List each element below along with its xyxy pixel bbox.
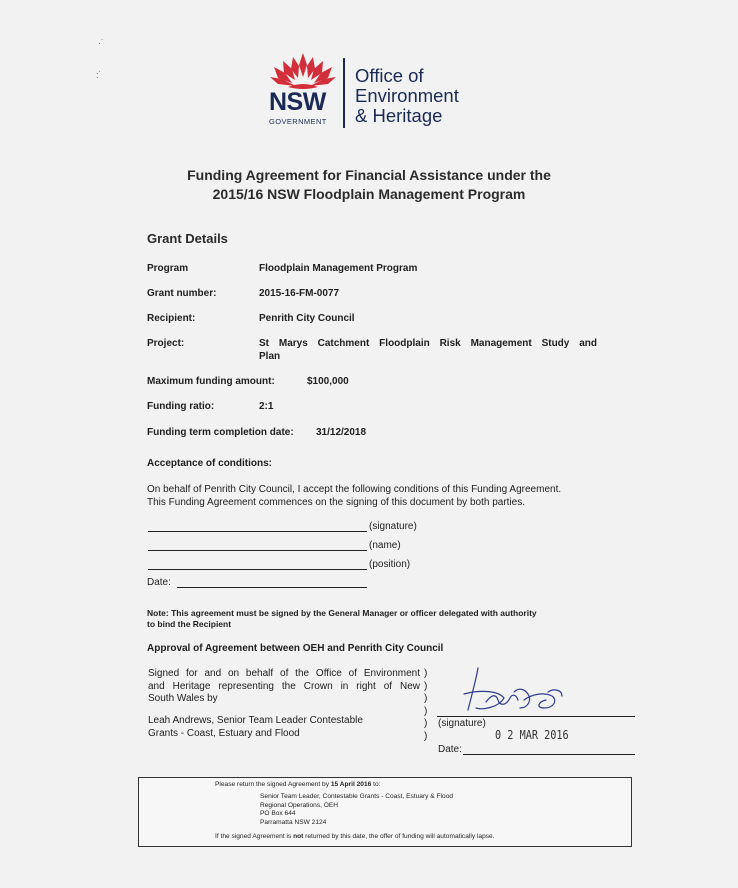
return-deadline-date: 15 April 2016: [330, 781, 372, 788]
oeh-signature-line[interactable]: [437, 716, 635, 717]
grant-details-heading: Grant Details: [147, 231, 228, 246]
return-address-line: Senior Team Leader, Contestable Grants - Coast, Estuary & Flood: [260, 793, 454, 800]
max-funding-value: $100,000: [307, 376, 349, 387]
approval-heading: Approval of Agreement between OEH and Penrith City Council: [147, 643, 444, 654]
max-funding-label: Maximum funding amount:: [147, 376, 275, 387]
lapse-warning-prefix: If the signed Agreement is: [215, 833, 294, 840]
recipient-date-label: Date:: [147, 577, 171, 588]
acceptance-heading: Acceptance of conditions:: [147, 458, 273, 469]
oeh-date-label: Date:: [438, 744, 462, 755]
recipient-name-label: (name): [369, 540, 401, 551]
recipient-signature-label: (signature): [369, 521, 417, 532]
lapse-warning: [215, 833, 495, 842]
government-wordmark: GOVERNMENT: [269, 117, 327, 126]
signatory-name: [148, 715, 363, 740]
funding-ratio-label: Funding ratio:: [147, 401, 215, 412]
oeh-date-line[interactable]: [463, 754, 635, 755]
grant-number-value: 2015-16-FM-0077: [259, 288, 340, 299]
document-title-line2: 2015/16 NSW Floodplain Management Program: [212, 186, 526, 202]
project-value-line2: Plan: [259, 351, 281, 362]
agency-name-line: & Heritage: [355, 105, 443, 126]
funding-ratio-value: 2:1: [259, 401, 274, 412]
return-instructions-box: [138, 777, 632, 847]
agency-name: [355, 66, 459, 126]
agency-name-line: Office of: [355, 65, 424, 86]
approval-statement: [148, 668, 420, 706]
acceptance-text-line1: On behalf of Penrith City Council, I accept the following conditions of this Funding Agreement.: [147, 484, 562, 495]
oeh-signature-label: (signature): [438, 718, 486, 729]
signatory-line: Leah Andrews, Senior Team Leader Contestable: [148, 715, 363, 726]
approval-statement-line: South Wales by: [148, 693, 218, 704]
grant-number-label: Grant number:: [147, 288, 217, 299]
date-received-stamp: 0 2 MAR 2016: [495, 728, 569, 742]
document-title-line1: Funding Agreement for Financial Assistance under the: [187, 167, 551, 183]
acceptance-text-line2: This Funding Agreement commences on the signing of this document by both parties.: [147, 497, 525, 508]
return-address: [260, 793, 453, 827]
handwritten-signature-icon: [458, 664, 568, 723]
scan-speck: ·˙: [98, 38, 104, 48]
scan-speck: :˙: [96, 70, 102, 80]
recipient-position-line[interactable]: [148, 569, 367, 570]
return-address-line: PO Box 644: [260, 810, 296, 818]
signing-note: [147, 608, 537, 630]
recipient-name-line[interactable]: [148, 550, 367, 551]
program-label: Program: [147, 263, 189, 274]
signing-note-line: Note: This agreement must be signed by the General Manager or officer delegated with authority: [147, 608, 537, 618]
bracket-column: ) ) ) ) ) ): [424, 668, 428, 742]
return-address-line: Parramatta NSW 2124: [260, 818, 327, 826]
return-deadline-suffix: to:: [371, 781, 381, 788]
project-label: Project:: [147, 338, 185, 349]
return-deadline-text: [215, 781, 380, 790]
completion-date-label: Funding term completion date:: [147, 427, 294, 438]
program-value: Floodplain Management Program: [259, 263, 418, 274]
recipient-position-label: (position): [369, 559, 411, 570]
approval-statement-line: and Heritage representing the Crown in right of New: [148, 680, 420, 692]
project-value-line1: St Marys Catchment Floodplain Risk Management Study and: [259, 338, 597, 349]
completion-date-value: 31/12/2018: [316, 427, 367, 438]
agency-name-line: Environment: [355, 85, 459, 106]
signatory-line: Grants - Coast, Estuary and Flood: [148, 727, 300, 739]
recipient-date-line[interactable]: [177, 587, 367, 588]
return-address-line: Regional Operations, OEH: [260, 801, 339, 809]
logo-divider: [343, 58, 345, 128]
recipient-value: Penrith City Council: [259, 313, 355, 324]
signing-note-line: to bind the Recipient: [147, 619, 232, 629]
approval-statement-line: Signed for and on behalf of the Office of Environment: [148, 668, 420, 679]
return-deadline-prefix: Please return the signed Agreement by: [215, 781, 331, 788]
recipient-signature-line[interactable]: [148, 531, 367, 532]
lapse-warning-suffix: returned by this date, the offer of funding will automatically lapse.: [303, 833, 495, 840]
nsw-wordmark: NSW: [269, 88, 326, 116]
lapse-warning-emphasis: not: [293, 833, 304, 840]
recipient-label: Recipient:: [147, 313, 196, 324]
